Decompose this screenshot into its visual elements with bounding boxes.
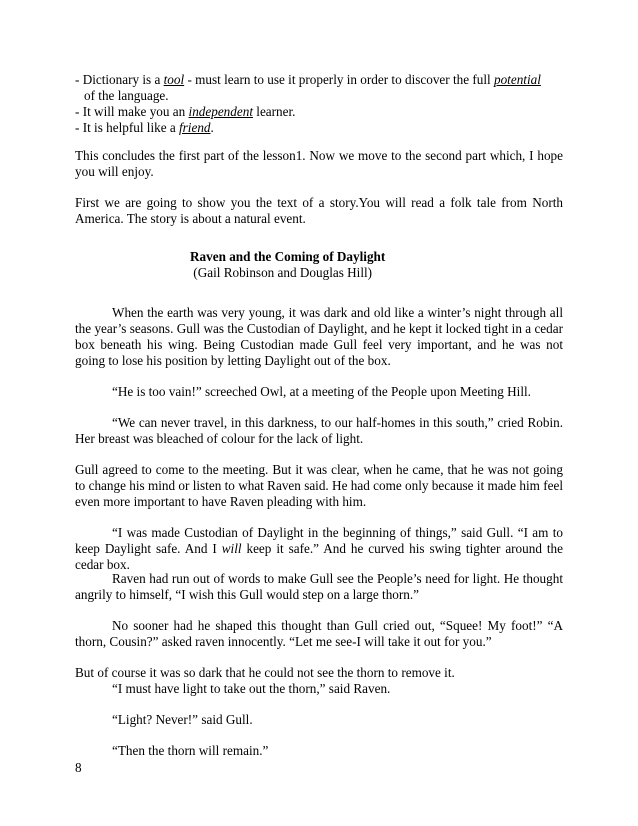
story-title: Raven and the Coming of Daylight xyxy=(190,249,386,264)
story-paragraph-10: “Then the thorn will remain.” xyxy=(112,743,269,758)
page-number: 8 xyxy=(75,760,82,775)
story-paragraph-5: “I was made Custodian of Daylight in the beginning of things,” said Gull. “I am to keep Daylight safe. And I will keep it safe.” And he curved his swing tighter around the cedar box. xyxy=(75,525,563,572)
story-paragraph-3: “We can never travel, in this darkness, to our half-homes in this south,” cried Robin. Her breast was bleached of colour for the lack of light. xyxy=(75,415,563,446)
emphasis-independent: independent xyxy=(188,104,253,119)
intro-paragraph-1: This concludes the first part of the lesson1. Now we move to the second part which, I hope you will enjoy. xyxy=(75,148,563,179)
story-paragraph-8b: “I must have light to take out the thorn,” said Raven. xyxy=(112,681,391,696)
emphasis-will: will xyxy=(221,541,242,556)
bullet-item-friend: - It is helpful like a friend. xyxy=(75,120,214,135)
story-paragraph-1: When the earth was very young, it was dark and old like a winter’s night through all the year’s seasons. Gull was the Custodian of Daylight, and he kept it locked tight in a cedar box beneath his wing. Being Custodian made Gull feel very important, and he was not going to lose his position by letting Daylight out of the box. xyxy=(75,305,563,368)
bullet-item-tool-continuation: of the language. xyxy=(84,88,169,103)
bullet-list xyxy=(75,72,563,136)
bullet-item-independent: - It will make you an independent learner. xyxy=(75,104,296,119)
story-paragraph-6: Raven had run out of words to make Gull see the People’s need for light. He thought angrily to himself, “I wish this Gull would step on a large thorn.” xyxy=(75,571,563,602)
story-paragraph-2: “He is too vain!” screeched Owl, at a meeting of the People upon Meeting Hill. xyxy=(112,384,531,399)
story-authors: (Gail Robinson and Douglas Hill) xyxy=(190,265,373,280)
emphasis-friend: friend xyxy=(179,120,211,135)
story-paragraph-9: “Light? Never!” said Gull. xyxy=(112,712,253,727)
intro-paragraph-2: First we are going to show you the text of a story.You will read a folk tale from North America. The story is about a natural event. xyxy=(75,195,563,226)
story-paragraph-7: No sooner had he shaped this thought than Gull cried out, “Squee! My foot!” “A thorn, Cousin?” asked raven innocently. “Let me see-I will take it out for you.” xyxy=(75,618,563,649)
emphasis-tool: tool xyxy=(163,72,185,87)
emphasis-potential: potential xyxy=(493,72,541,87)
story-paragraph-4: Gull agreed to come to the meeting. But it was clear, when he came, that he was not going to change his mind or listen to what Raven said. He had come only because it made him feel even more important to have Raven pleading with him. xyxy=(75,462,563,509)
story-paragraph-8a: But of course it was so dark that he could not see the thorn to remove it. xyxy=(75,665,455,680)
bullet-item-tool: - Dictionary is a tool - must learn to use it properly in order to discover the full potential xyxy=(75,72,541,87)
